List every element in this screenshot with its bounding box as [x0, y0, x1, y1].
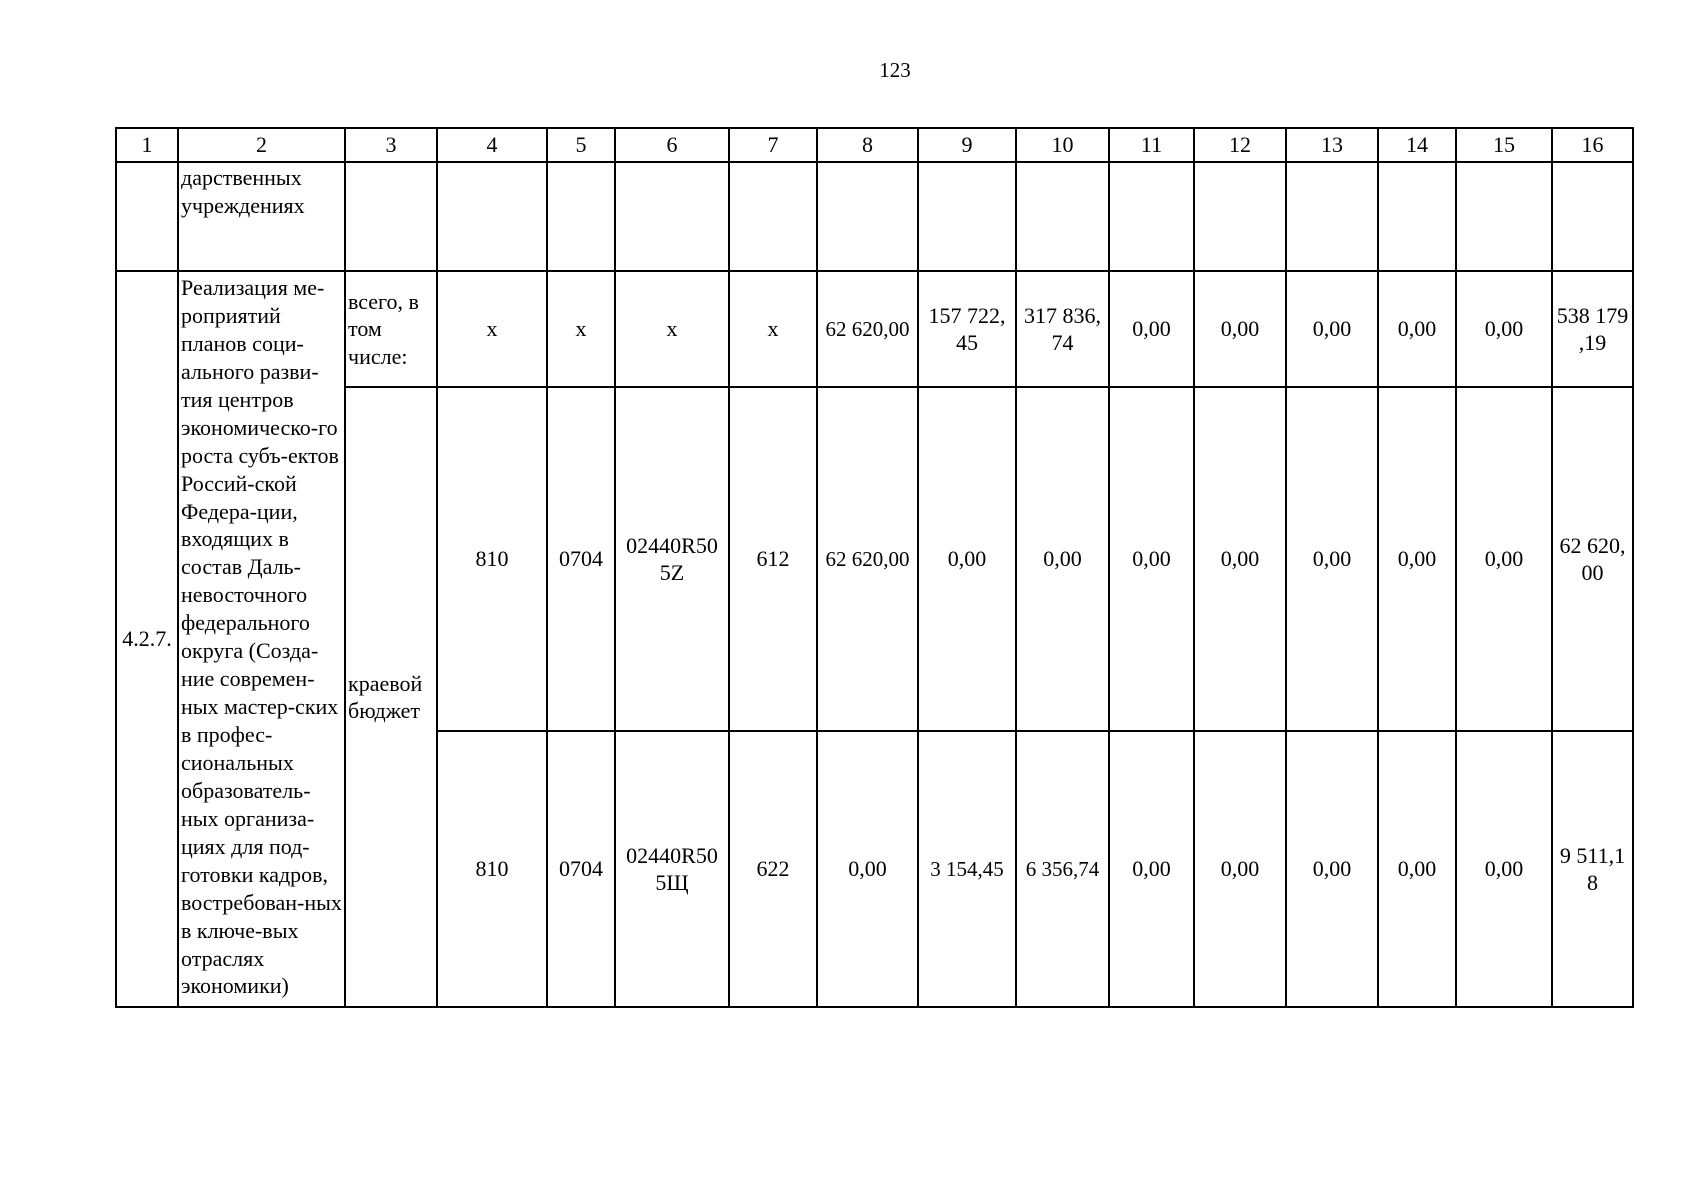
line1-c10-cell: 0,00: [1016, 387, 1109, 731]
line2-c10-cell: 6 356,74: [1016, 731, 1109, 1007]
total-c15-cell: 0,00: [1456, 271, 1552, 387]
total-c7-cell: x: [729, 271, 817, 387]
line2-c4-cell: 810: [437, 731, 547, 1007]
header-cell-12: 12: [1194, 128, 1286, 162]
total-c4-cell: x: [437, 271, 547, 387]
line2-c8-cell: 0,00: [817, 731, 918, 1007]
header-cell-10: 10: [1016, 128, 1109, 162]
line2-c12-cell: 0,00: [1194, 731, 1286, 1007]
line1-c14-cell: 0,00: [1378, 387, 1456, 731]
total-row: [116, 271, 1633, 387]
header-cell-9: 9: [918, 128, 1016, 162]
total-c14-cell: 0,00: [1378, 271, 1456, 387]
empty-cell: [615, 162, 729, 271]
header-cell-14: 14: [1378, 128, 1456, 162]
empty-cell: [918, 162, 1016, 271]
continuation-row: [116, 162, 1633, 271]
empty-cell: [1378, 162, 1456, 271]
empty-cell: [1109, 162, 1194, 271]
line2-c6-cell: 02440R50 5Щ: [615, 731, 729, 1007]
header-cell-5: 5: [547, 128, 615, 162]
header-cell-13: 13: [1286, 128, 1378, 162]
header-cell-2: 2: [178, 128, 345, 162]
line1-c5-cell: 0704: [547, 387, 615, 731]
header-cell-6: 6: [615, 128, 729, 162]
total-c8-cell: 62 620,00: [817, 271, 918, 387]
empty-cell: [1016, 162, 1109, 271]
line1-c8-cell: 62 620,00: [817, 387, 918, 731]
empty-cell: [817, 162, 918, 271]
continuation-number-cell: [116, 162, 178, 271]
total-source-cell: всего, в том числе:: [345, 271, 437, 387]
header-cell-15: 15: [1456, 128, 1552, 162]
total-c12-cell: 0,00: [1194, 271, 1286, 387]
header-row: [116, 128, 1633, 162]
header-cell-3: 3: [345, 128, 437, 162]
empty-cell: [345, 162, 437, 271]
budget-table: [115, 127, 1634, 1008]
line1-c16-cell: 62 620, 00: [1552, 387, 1633, 731]
empty-cell: [1286, 162, 1378, 271]
line1-c12-cell: 0,00: [1194, 387, 1286, 731]
empty-cell: [1552, 162, 1633, 271]
line1-c4-cell: 810: [437, 387, 547, 731]
row-number-cell: 4.2.7.: [116, 271, 178, 1007]
total-c11-cell: 0,00: [1109, 271, 1194, 387]
header-cell-8: 8: [817, 128, 918, 162]
total-c6-cell: x: [615, 271, 729, 387]
header-cell-7: 7: [729, 128, 817, 162]
line1-c11-cell: 0,00: [1109, 387, 1194, 731]
line2-c16-cell: 9 511,1 8: [1552, 731, 1633, 1007]
line1-c6-cell: 02440R50 5Z: [615, 387, 729, 731]
line2-c13-cell: 0,00: [1286, 731, 1378, 1007]
total-c10-cell: 317 836, 74: [1016, 271, 1109, 387]
row-name-cell: Реализация ме-роприятий планов соци-ального разви-тия центров экономическо-го роста субъ-ектов Россий-ской Федера-ции, входящих в состав Даль-невосточного федерального округа (Созда-ние современ-ных мастер-ских в профес-сиональных образователь-ных организа-циях для под-готовки кадров, востребован-ных в ключе-вых отраслях экономики): [178, 271, 345, 1007]
line2-c11-cell: 0,00: [1109, 731, 1194, 1007]
line2-c9-cell: 3 154,45: [918, 731, 1016, 1007]
total-c5-cell: x: [547, 271, 615, 387]
line1-c9-cell: 0,00: [918, 387, 1016, 731]
line2-c5-cell: 0704: [547, 731, 615, 1007]
line1-c15-cell: 0,00: [1456, 387, 1552, 731]
continuation-name-cell: дарственных учреждениях: [178, 162, 345, 271]
line2-c7-cell: 622: [729, 731, 817, 1007]
empty-cell: [437, 162, 547, 271]
header-cell-16: 16: [1552, 128, 1633, 162]
empty-cell: [1194, 162, 1286, 271]
line2-c15-cell: 0,00: [1456, 731, 1552, 1007]
total-c9-cell: 157 722, 45: [918, 271, 1016, 387]
line2-c14-cell: 0,00: [1378, 731, 1456, 1007]
empty-cell: [729, 162, 817, 271]
line1-c13-cell: 0,00: [1286, 387, 1378, 731]
empty-cell: [547, 162, 615, 271]
total-c13-cell: 0,00: [1286, 271, 1378, 387]
header-cell-4: 4: [437, 128, 547, 162]
header-cell-11: 11: [1109, 128, 1194, 162]
page-number: 123: [879, 58, 911, 82]
budget-source-cell: краевой бюджет: [345, 387, 437, 1007]
header-cell-1: 1: [116, 128, 178, 162]
total-c16-cell: 538 179 ,19: [1552, 271, 1633, 387]
empty-cell: [1456, 162, 1552, 271]
line1-c7-cell: 612: [729, 387, 817, 731]
